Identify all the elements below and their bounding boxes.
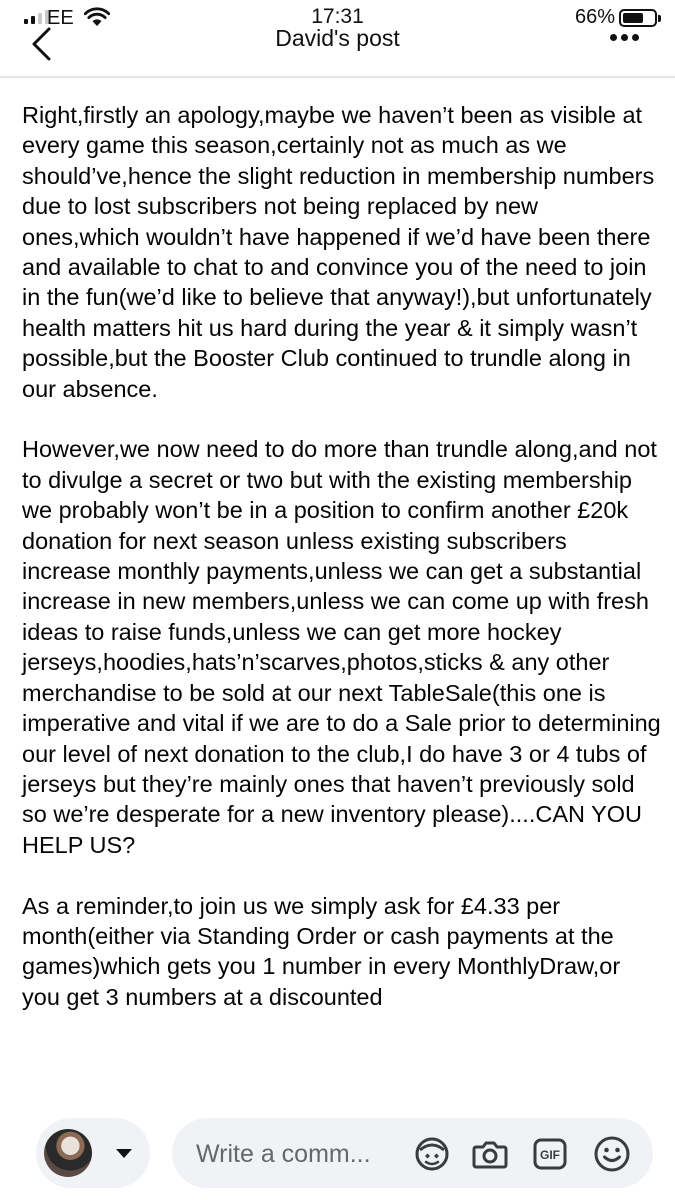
comment-composer-bar [0, 1106, 675, 1200]
profile-switcher-button[interactable] [36, 1118, 150, 1188]
carrier-label: EE [47, 7, 74, 29]
battery-percentage: 66% [574, 6, 615, 28]
smiley-icon[interactable] [592, 1134, 632, 1174]
svg-text:GIF: GIF [540, 1148, 560, 1162]
post-paragraph: Right,firstly an apology,maybe we haven’t been as visible at every game this season,certainly not as much as we should’ve,hence the slight reduction in membership numbers due to lost subscribers not being replaced by new ones,which wouldn’t have happened if we’d have been there and available to chat to and convince you of the need to join in the fun(we’d like to believe that anyway!),but unfortunately health matters hit us hard during the year & it simply wasn’t possible,but the Booster Club continued to trundle along in our absence. [22, 102, 661, 402]
avatar-sticker-icon[interactable] [412, 1134, 452, 1174]
post-paragraph: As a reminder,to join us we simply ask for £4.33 per month(either via Standing Order or cash payments at the games)which gets you 1 number in every MonthlyDraw,or you get 3 numbers at a discounted [22, 892, 627, 1010]
post-paragraph: However,we now need to do more than trundle along,and not to divulge a secret or two but with the existing membership we probably won’t be in a position to confirm another £20k donation for next season unless existing subscribers increase monthly payments,unless we can get a substantial increase in new members,unless we can come up with fresh ideas to raise funds,unless we can get more hockey jerseys,hoodies,hats’n’scarves,photos,sticks & any other merchandise to be sold at our next TableSale(this one is imperative and vital if we are to do a Sale prior to determining our level of next donation to the club,I do have 3 or 4 tubs of jerseys but they’re mainly ones that haven’t previously sold so we’re desperate for a new inventory please)....CAN YOU HELP US? [22, 436, 668, 858]
post-header [0, 22, 675, 74]
header-divider [0, 76, 675, 78]
gif-icon[interactable] [530, 1134, 570, 1174]
comment-input[interactable] [172, 1118, 653, 1188]
camera-icon[interactable] [470, 1134, 510, 1174]
post-body [22, 100, 668, 1012]
caret-down-icon [116, 1149, 132, 1158]
page-title: David's post [275, 25, 400, 51]
avatar [44, 1129, 92, 1177]
comment-placeholder: Write a comm... [196, 1140, 371, 1168]
more-dots-icon[interactable] [610, 34, 639, 41]
status-time: 17:31 [311, 5, 364, 28]
